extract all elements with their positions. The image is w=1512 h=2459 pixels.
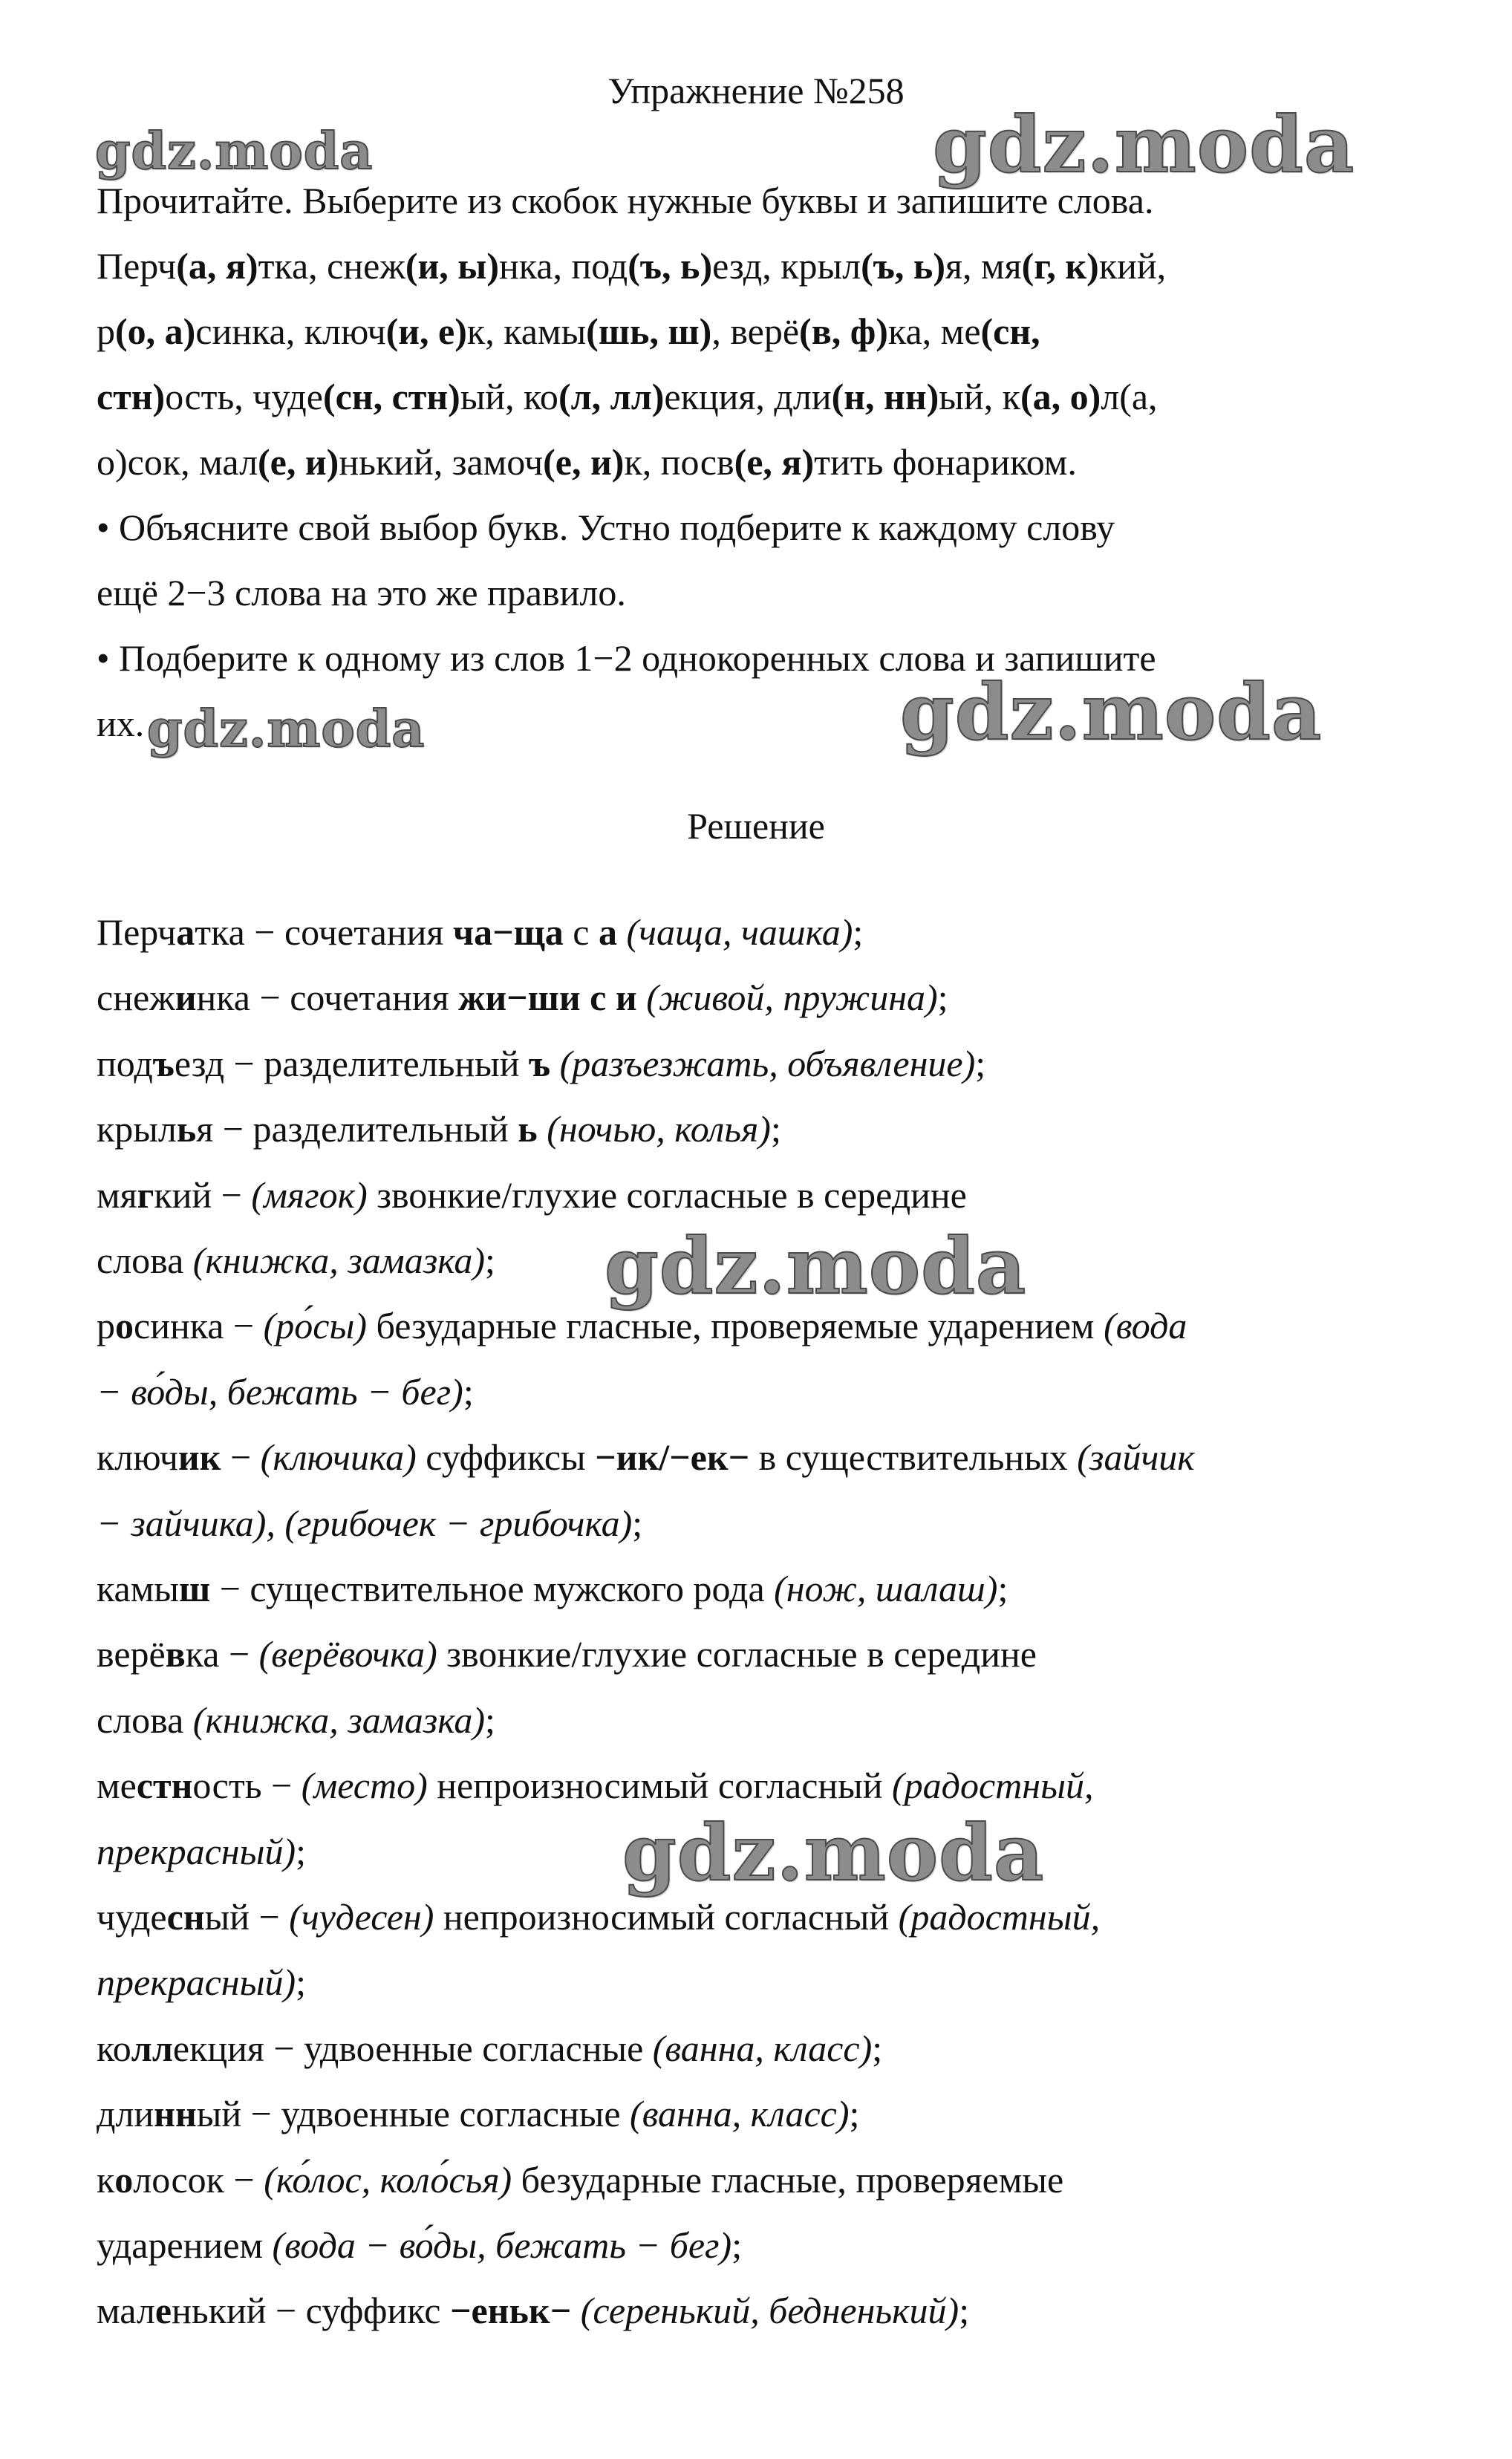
italic-run: (ночью, колья) <box>537 1108 771 1150</box>
bold-run: г <box>137 1173 154 1216</box>
text-run: Прочитайте. Выберите из скобок нужные буквы и запишите слова. <box>97 180 1154 221</box>
bold-run: (л, лл) <box>558 376 665 417</box>
text-run: ость, чуде <box>165 376 323 417</box>
italic-run: прекрасный) <box>97 1961 296 2004</box>
text-run: в существительных <box>749 1436 1078 1479</box>
text-run: синка, ключ <box>195 310 386 352</box>
bold-run: лл <box>131 2027 173 2069</box>
solution-heading: Решение <box>687 805 825 847</box>
text-run: ый, ко <box>460 376 558 417</box>
solution-line <box>97 1238 495 1283</box>
text-run: р <box>97 310 115 352</box>
text-run: суффиксы <box>416 1436 596 1479</box>
text-run: езд − разделительный <box>174 1042 529 1084</box>
text-run: ещё 2−3 слова на это же правило. <box>97 572 626 613</box>
text-run: к, посв <box>624 441 734 483</box>
italic-run: (книжка, замазка) <box>192 1240 486 1281</box>
italic-run: (вода <box>1104 1305 1187 1347</box>
text-run: ; <box>632 1502 643 1544</box>
bold-run: жи−ши с и <box>458 977 637 1019</box>
solution-line <box>97 1369 474 1414</box>
solution-line <box>97 1763 1093 1808</box>
text-run: тить фонариком. <box>814 441 1077 483</box>
text-run: ключ <box>97 1436 178 1479</box>
text-run: Перч <box>97 911 177 953</box>
text-run: ; <box>849 2093 860 2135</box>
text-run: ый − <box>204 1896 290 1938</box>
text-run: звонкие/глухие согласные в середине <box>437 1633 1037 1675</box>
text-run: дли <box>97 2093 154 2135</box>
bold-run: ь <box>518 1108 538 1150</box>
watermark: gdz.moda <box>95 122 374 181</box>
text-run: мя <box>97 1173 137 1216</box>
text-run: синка − <box>134 1305 264 1347</box>
italic-run: (чаща, чашка) <box>617 911 853 953</box>
bold-run: в <box>165 1633 186 1675</box>
bold-run: (н, нн) <box>831 376 939 417</box>
text-run: под <box>97 1042 153 1084</box>
text-run: • Объясните свой выбор букв. Устно подберите к каждому слову <box>97 507 1115 548</box>
bold-run: (в, ф) <box>799 310 888 352</box>
solution-line <box>97 2026 882 2071</box>
text-run: ; <box>975 1042 986 1084</box>
task-line <box>97 309 1040 354</box>
text-run: л(а, <box>1101 376 1158 417</box>
text-run: мал <box>97 2290 155 2332</box>
bold-run: (сн, <box>980 310 1040 352</box>
text-run: о)сок, мал <box>97 441 258 483</box>
text-run: с <box>563 911 599 953</box>
bold-run: (е, я) <box>734 441 815 483</box>
italic-run: (живой, пружина) <box>636 977 938 1019</box>
bold-run: нн <box>154 2093 197 2135</box>
text-run: я − разделительный <box>196 1108 518 1150</box>
text-run: ; <box>485 1240 495 1281</box>
text-run: − существительное мужского рода <box>210 1568 775 1609</box>
text-run: кий, <box>1098 245 1167 287</box>
text-run: непроизносимый согласный <box>434 1896 899 1938</box>
bold-run: а <box>599 911 617 953</box>
solution-line <box>97 2091 859 2136</box>
task-line <box>97 440 1077 484</box>
solution-line <box>97 1960 306 2004</box>
text-run: − <box>221 1436 261 1479</box>
text-run: р <box>97 1305 115 1347</box>
text-run: к, камы <box>466 310 587 352</box>
text-run: ; <box>296 1830 306 1872</box>
watermark: gdz.moda <box>147 700 426 759</box>
bold-run: (шь, ш) <box>586 310 712 352</box>
text-run: верё <box>97 1633 166 1675</box>
text-run: крыл <box>97 1108 177 1150</box>
solution-line <box>97 1041 985 1086</box>
bold-run: (е, и) <box>543 441 625 483</box>
text-run: ; <box>872 2027 883 2069</box>
bold-run: ь <box>176 1108 197 1150</box>
text-run: ; <box>997 1568 1008 1609</box>
italic-run: (ро́сы) <box>263 1305 367 1347</box>
solution-line <box>97 2157 1063 2202</box>
text-run: ко <box>97 2027 131 2069</box>
italic-run: (место) <box>301 1765 428 1807</box>
exercise-title: Упражнение №258 <box>607 70 905 111</box>
text-run: ме <box>97 1765 137 1807</box>
text-run: кий − <box>154 1173 252 1216</box>
text-run: ка, ме <box>887 310 981 352</box>
text-run: их. <box>97 703 145 744</box>
bold-run: ча−ща <box>452 911 564 953</box>
text-run: нький, замоч <box>339 441 544 483</box>
italic-run: (радостный, <box>892 1765 1094 1807</box>
italic-run: (ванна, класс) <box>630 2093 850 2135</box>
text-run: я, мя <box>945 245 1022 287</box>
text-run: езд, крыл <box>712 245 861 287</box>
bold-run: стн) <box>97 376 166 417</box>
text-run: снеж <box>97 977 175 1019</box>
bold-run: ъ <box>152 1042 175 1084</box>
solution-line <box>97 1435 1195 1479</box>
text-run: безударные гласные, проверяемые ударением <box>367 1305 1104 1347</box>
italic-run: (нож, шалаш) <box>774 1568 998 1609</box>
bold-run: (ъ, ь) <box>861 245 945 287</box>
bold-run: (а, о) <box>1020 376 1101 417</box>
text-run: нка − сочетания <box>196 977 459 1019</box>
text-run: нький − суффикс <box>172 2290 450 2332</box>
task-line <box>97 701 144 746</box>
watermark: gdz.moda <box>933 99 1355 190</box>
text-run: тка, снеж <box>258 245 405 287</box>
solution-line <box>97 1632 1037 1676</box>
solution-line <box>97 1829 306 1874</box>
text-run: Перч <box>97 245 177 287</box>
italic-run: (ключика) <box>260 1436 417 1479</box>
solution-line <box>97 1107 781 1151</box>
solution-line <box>97 2288 969 2333</box>
italic-run: − во́ды, бежать − бег) <box>97 1370 463 1413</box>
text-run: непроизносимый согласный <box>427 1765 893 1807</box>
text-run: ; <box>485 1698 495 1741</box>
bold-run: а <box>176 911 195 953</box>
bold-run: о <box>114 2158 134 2201</box>
bold-run: о <box>115 1305 134 1347</box>
italic-run: (ванна, класс) <box>652 2027 873 2069</box>
italic-run: (верёвочка) <box>258 1633 437 1675</box>
text-run: слова <box>97 1698 193 1741</box>
task-line <box>97 570 626 615</box>
italic-run: (вода − во́ды, бежать − бег) <box>272 2224 732 2266</box>
bold-run: (и, ы) <box>405 245 499 287</box>
italic-run: − зайчика), (грибочек − грибочка) <box>97 1502 633 1544</box>
bold-run: ш <box>178 1568 211 1609</box>
text-run: • Подберите к одному из слов 1−2 однокоренных слова и запишите <box>97 637 1156 679</box>
solution-line <box>97 1173 967 1217</box>
text-run: ; <box>853 911 864 953</box>
text-run: , верё <box>711 310 800 352</box>
bold-run: ъ <box>529 1042 551 1084</box>
text-run: ый − удвоенные согласные <box>196 2093 630 2135</box>
bold-run: и <box>175 977 197 1019</box>
text-run: ; <box>770 1108 781 1150</box>
bold-run: −еньк− <box>449 2290 572 2332</box>
italic-run: (чудесен) <box>289 1896 434 1938</box>
task-line <box>97 374 1158 419</box>
bold-run: сн <box>166 1896 205 1938</box>
italic-run: (радостный, <box>898 1896 1101 1938</box>
italic-run: (мягок) <box>251 1173 368 1216</box>
bold-run: (и, е) <box>385 310 467 352</box>
text-run: к <box>97 2158 115 2201</box>
text-run: ; <box>731 2224 743 2266</box>
solution-line <box>97 2223 742 2267</box>
text-run: безударные гласные, проверяемые <box>512 2158 1064 2201</box>
bold-run: (е, и) <box>258 441 339 483</box>
bold-run: −ик/−ек− <box>595 1436 750 1479</box>
text-run: ; <box>959 2290 970 2332</box>
bold-run: стн <box>136 1765 193 1807</box>
watermark: gdz.moda <box>605 1220 1027 1312</box>
solution-line <box>97 975 948 1020</box>
solution-line <box>97 910 863 954</box>
text-run: звонкие/глухие согласные в середине <box>367 1173 967 1216</box>
text-run: ; <box>463 1370 474 1413</box>
text-run: ый, к <box>939 376 1020 417</box>
text-run: ; <box>296 1961 306 2004</box>
bold-run: (г, к) <box>1021 245 1099 287</box>
text-run: слова <box>97 1240 193 1281</box>
text-run: тка − сочетания <box>195 911 453 953</box>
text-run: камы <box>97 1568 179 1609</box>
text-run: ударением <box>97 2224 273 2266</box>
watermark: gdz.moda <box>622 1807 1045 1898</box>
watermark: gdz.moda <box>900 666 1323 758</box>
italic-run: (разъезжать, объявление) <box>550 1042 976 1084</box>
solution-line <box>97 1501 642 1546</box>
text-run: ; <box>937 977 948 1019</box>
solution-line <box>97 1698 495 1742</box>
text-run: ка − <box>185 1633 259 1675</box>
text-run: ость − <box>192 1765 302 1807</box>
bold-run: ик <box>177 1436 221 1479</box>
italic-run: прекрасный) <box>97 1830 296 1872</box>
text-run: нка, под <box>499 245 628 287</box>
bold-run: (о, а) <box>115 310 196 352</box>
text-run: екция − удвоенные согласные <box>172 2027 653 2069</box>
solution-line <box>97 1895 1100 1939</box>
bold-run: е <box>154 2290 172 2332</box>
italic-run: (серенький, бедненький) <box>571 2290 959 2332</box>
italic-run: (ко́лос, коло́сья) <box>264 2158 512 2201</box>
bold-run: (а, я) <box>176 245 258 287</box>
bold-run: (ъ, ь) <box>628 245 713 287</box>
italic-run: (книжка, замазка) <box>192 1698 486 1741</box>
italic-run: (зайчик <box>1077 1436 1195 1479</box>
task-line <box>97 505 1115 550</box>
text-run: чуде <box>97 1896 167 1938</box>
task-line <box>97 244 1166 288</box>
solution-line <box>97 1566 1008 1611</box>
bold-run: (сн, стн) <box>322 376 460 417</box>
text-run: лосок − <box>133 2158 264 2201</box>
text-run: екция, дли <box>664 376 832 417</box>
